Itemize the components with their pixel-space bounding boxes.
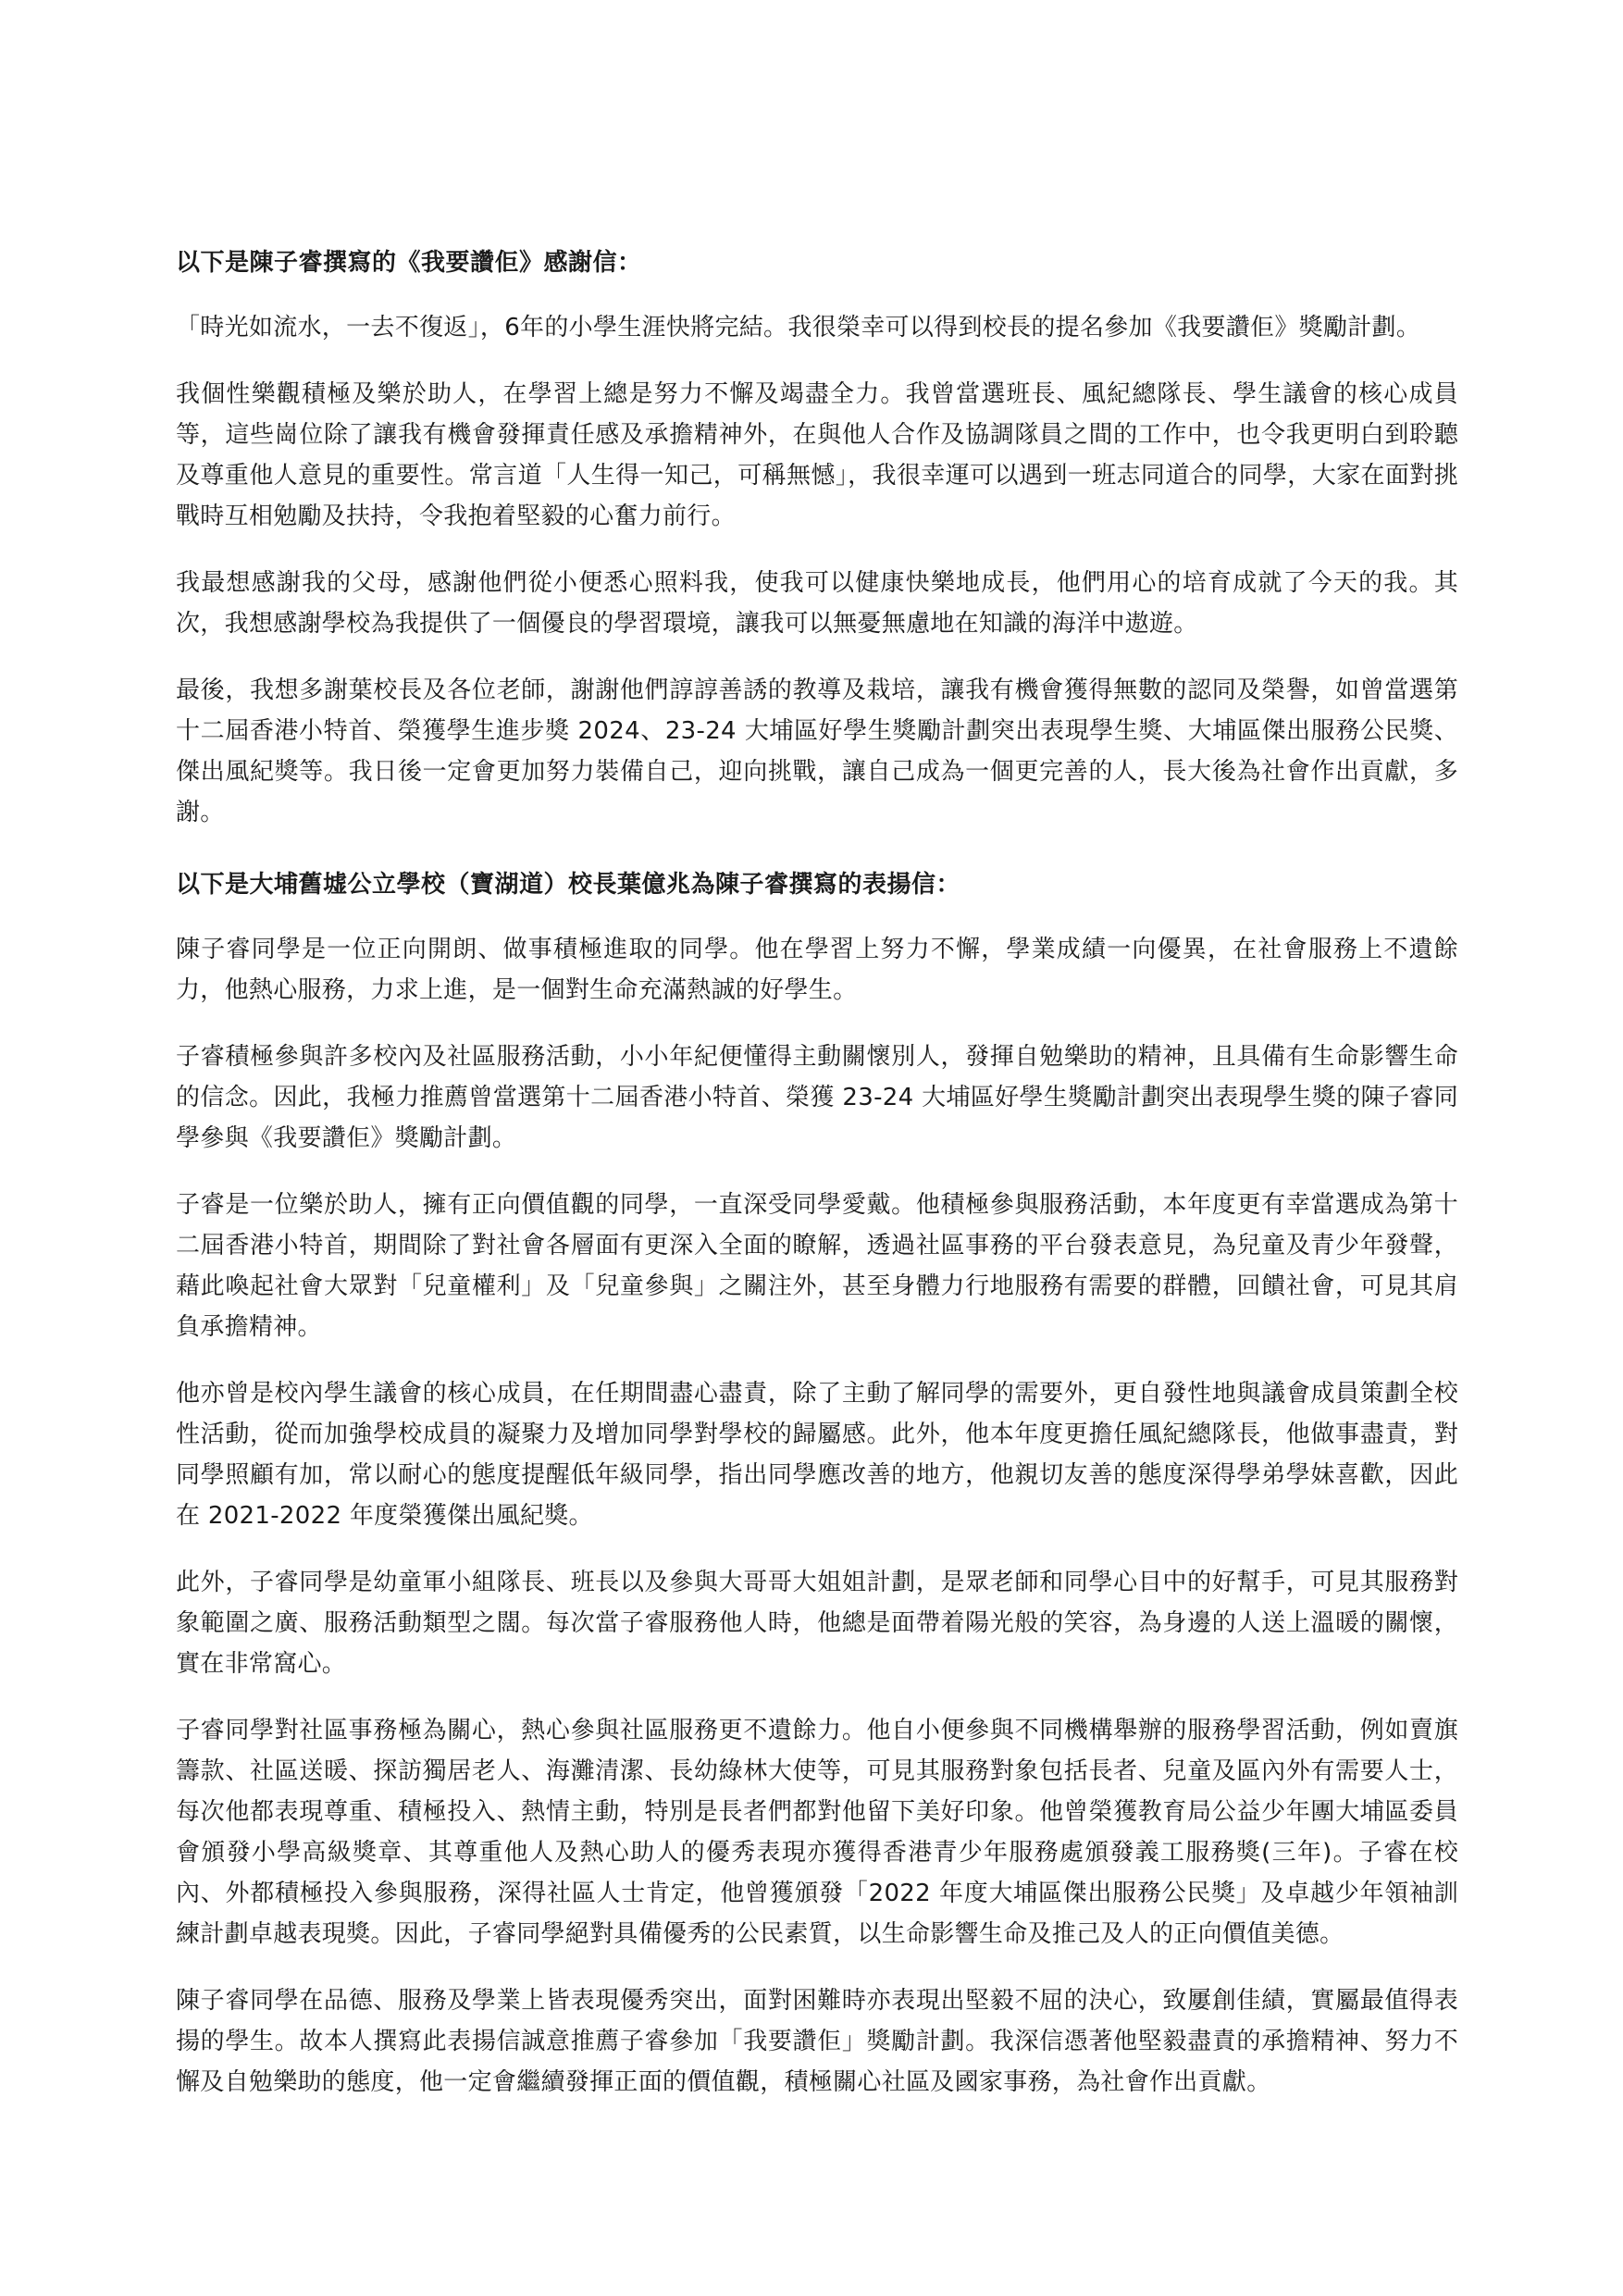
commendation-paragraph-1: 陳子睿同學是一位正向開朗、做事積極進取的同學。他在學習上努力不懈，學業成績一向優異，在社會服務上不遺餘力，他熱心服務，力求上進，是一個對生命充滿熱誠的好學生。 — [176, 936, 1458, 1004]
thank-you-paragraph-3: 我最想感謝我的父母，感謝他們從小便悉心照料我，使我可以健康快樂地成長，他們用心的培育成就了今天的我。其次，我想感謝學校為我提供了一個優良的學習環境，讓我可以無憂無慮地在知識的海洋中遨遊。 — [176, 569, 1458, 638]
thank-you-paragraph-1: 「時光如流水，一去不復返」，6年的小學生涯快將完結。我很榮幸可以得到校長的提名參加《我要讚佢》獎勵計劃。 — [176, 314, 1421, 341]
thank-you-paragraph-2: 我個性樂觀積極及樂於助人，在學習上總是努力不懈及竭盡全力。我曾當選班長、風紀總隊長、學生議會的核心成員等，這些崗位除了讓我有機會發揮責任感及承擔精神外，在與他人合作及協調隊員之間的工作中，也令我更明白到聆聽及尊重他人意見的重要性。常言道「人生得一知己，可稱無憾」，我很幸運可以遇到一班志同道合的同學，大家在面對挑戰時互相勉勵及扶持，令我抱着堅毅的心奮力前行。 — [176, 380, 1458, 530]
thank-you-letter-heading: 以下是陳子睿撰寫的《我要讚佢》感謝信： — [176, 249, 642, 277]
document-page — [176, 242, 1458, 2128]
thank-you-letter-section — [176, 242, 1458, 833]
commendation-paragraph-7: 陳子睿同學在品德、服務及學業上皆表現優秀突出，面對困難時亦表現出堅毅不屈的決心，致屢創佳績，實屬最值得表揚的學生。故本人撰寫此表揚信誠意推薦子睿參加「我要讚佢」獎勵計劃。我深信憑著他堅毅盡責的承擔精神、努力不懈及自勉樂助的態度，他一定會繼續發揮正面的價值觀，積極關心社區及國家事務，為社會作出貢獻。 — [176, 1987, 1458, 2096]
commendation-paragraph-5: 此外，子睿同學是幼童軍小組隊長、班長以及參與大哥哥大姐姐計劃，是眾老師和同學心目中的好幫手，可見其服務對象範圍之廣、服務活動類型之闊。每次當子睿服務他人時，他總是面帶着陽光般的笑容，為身邊的人送上溫暖的關懷，實在非常窩心。 — [176, 1569, 1458, 1678]
thank-you-paragraph-4: 最後，我想多謝葉校長及各位老師，謝謝他們諄諄善誘的教導及栽培，讓我有機會獲得無數的認同及榮譽，如曾當選第十二屆香港小特首、榮獲學生進步獎 2024、23-24 大埔區好學生獎勵計劃突出表現學生獎、大埔區傑出服務公民獎、傑出風紀獎等。我日後一定會更加努力裝備自己，迎向挑戰，讓自己成為一個更完善的人，長大後為社會作出貢獻，多謝。 — [176, 676, 1458, 826]
commendation-paragraph-2: 子睿積極參與許多校內及社區服務活動，小小年紀便懂得主動關懷別人，發揮自勉樂助的精神，且具備有生命影響生命的信念。因此，我極力推薦曾當選第十二屆香港小特首、榮獲 23-24 大埔區好學生獎勵計劃突出表現學生獎的陳子睿同學參與《我要讚佢》獎勵計劃。 — [176, 1043, 1458, 1152]
commendation-letter-heading: 以下是大埔舊墟公立學校（寶湖道）校長葉億兆為陳子睿撰寫的表揚信： — [176, 871, 961, 899]
commendation-paragraph-3: 子睿是一位樂於助人，擁有正向價值觀的同學，一直深受同學愛戴。他積極參與服務活動，本年度更有幸當選成為第十二屆香港小特首，期間除了對社會各層面有更深入全面的瞭解，透過社區事務的平台發表意見，為兒童及青少年發聲，藉此喚起社會大眾對「兒童權利」及「兒童參與」之關注外，甚至身體力行地服務有需要的群體，回饋社會，可見其肩負承擔精神。 — [176, 1191, 1458, 1341]
commendation-paragraph-4: 他亦曾是校內學生議會的核心成員，在任期間盡心盡責，除了主動了解同學的需要外，更自發性地與議會成員策劃全校性活動，從而加強學校成員的凝聚力及增加同學對學校的歸屬感。此外，他本年度更擔任風紀總隊長，他做事盡責，對同學照顧有加，常以耐心的態度提醒低年級同學，指出同學應改善的地方，他親切友善的態度深得學弟學妹喜歡，因此在 2021-2022 年度榮獲傑出風紀獎。 — [176, 1380, 1458, 1530]
commendation-letter-section — [176, 864, 1458, 2103]
commendation-paragraph-6: 子睿同學對社區事務極為關心，熱心參與社區服務更不遺餘力。他自小便參與不同機構舉辦的服務學習活動，例如賣旗籌款、社區送暖、探訪獨居老人、海灘清潔、長幼綠林大使等，可見其服務對象包括長者、兒童及區內外有需要人士，每次他都表現尊重、積極投入、熱情主動，特別是長者們都對他留下美好印象。他曾榮獲教育局公益少年團大埔區委員會頒發小學高級獎章、其尊重他人及熱心助人的優秀表現亦獲得香港青少年服務處頒發義工服務獎(三年)。子睿在校內、外都積極投入參與服務，深得社區人士肯定，他曾獲頒發「2022 年度大埔區傑出服務公民獎」及卓越少年領袖訓練計劃卓越表現獎。因此，子睿同學絕對具備優秀的公民素質，以生命影響生命及推己及人的正向價值美德。 — [176, 1717, 1458, 1948]
